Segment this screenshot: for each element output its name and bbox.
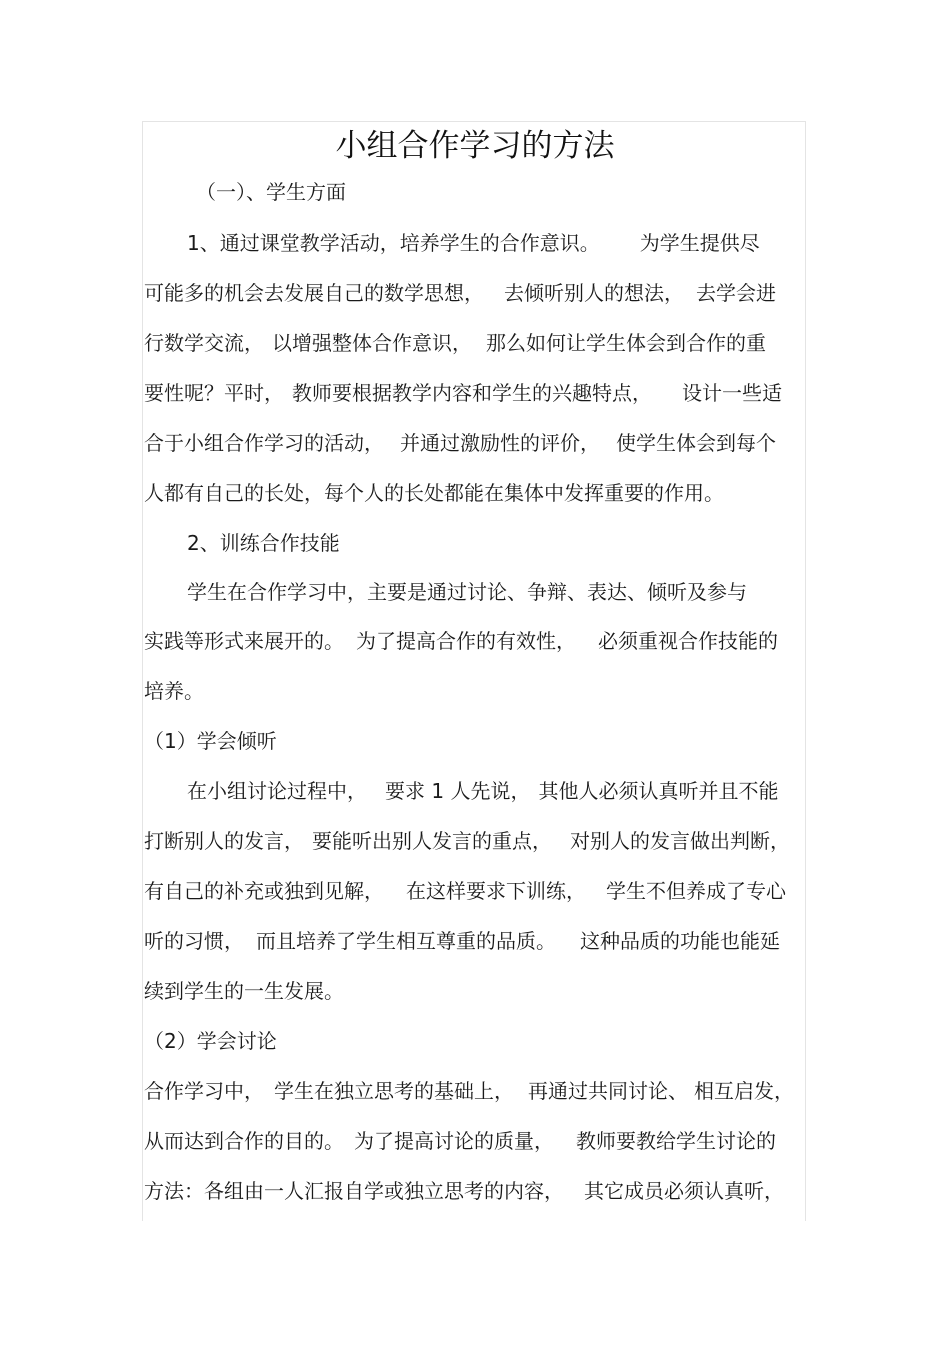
paragraph-line xyxy=(144,281,776,305)
text-segment: 教师要教给学生讨论的 xyxy=(576,1129,776,1153)
text-segment: 听的习惯， xyxy=(144,929,244,953)
text-segment: 合于小组合作学习的活动， xyxy=(144,431,384,455)
text-segment: 其他人必须认真听并且不能 xyxy=(538,779,779,803)
paragraph-line xyxy=(187,580,747,604)
text-segment: 教师要根据教学内容和学生的兴趣特点， xyxy=(292,381,652,405)
text-segment: 学生在合作学习中，主要是通过讨论、争辩、表达、倾听及参与 xyxy=(187,580,747,604)
paragraph-line xyxy=(144,979,344,1003)
paragraph-line xyxy=(144,1129,776,1153)
text-segment: 为学生提供尽 xyxy=(639,231,760,255)
text-segment: 合作学习中， xyxy=(144,1079,264,1103)
paragraph-line xyxy=(144,879,786,903)
text-segment: 去学会进 xyxy=(696,281,776,305)
text-segment: 而且培养了学生相互尊重的品质。 xyxy=(256,929,556,953)
paragraph-line xyxy=(144,1179,784,1203)
text-segment: 从而达到合作的目的。 xyxy=(144,1129,344,1153)
sub-heading: （2）学会讨论 xyxy=(144,1029,277,1053)
paragraph-line xyxy=(144,331,766,355)
sub-heading: （1）学会倾听 xyxy=(144,729,277,753)
text-segment: 有自己的补充或独到见解， xyxy=(144,879,384,903)
text-segment: 方法：各组由一人汇报自学或独立思考的内容， xyxy=(144,1179,564,1203)
text-segment: 并通过激励性的评价， xyxy=(400,431,600,455)
paragraph-line xyxy=(144,481,724,505)
text-segment: 再通过共同讨论、 xyxy=(528,1079,688,1103)
text-segment: 设计一些适 xyxy=(682,381,782,405)
paragraph-line xyxy=(144,629,778,653)
text-segment: 以增强整体合作意识， xyxy=(272,331,472,355)
text-segment: 要能听出别人发言的重点， xyxy=(312,829,552,853)
text-segment: 那么如何让学生体会到合作的重 xyxy=(486,331,766,355)
paragraph-line xyxy=(187,231,760,255)
section-heading: （一）、学生方面 xyxy=(196,180,346,204)
document-title: 小组合作学习的方法 xyxy=(335,128,615,164)
text-segment: 要性呢？平时， xyxy=(144,381,284,405)
text-segment: 这种品质的功能也能延 xyxy=(580,929,780,953)
text-segment: 其它成员必须认真听， xyxy=(584,1179,784,1203)
text-segment: 人都有自己的长处，每个人的长处都能在集体中发挥重要的作用。 xyxy=(144,481,724,505)
paragraph-line xyxy=(144,381,782,405)
text-segment: 对别人的发言做出判断， xyxy=(570,829,790,853)
text-segment: 在这样要求下训练， xyxy=(406,879,586,903)
text-segment: 培养。 xyxy=(144,679,204,703)
text-segment: 打断别人的发言， xyxy=(144,829,304,853)
paragraph-line xyxy=(144,679,204,703)
text-segment: 实践等形式来展开的。 xyxy=(144,629,344,653)
text-segment: 学生不但养成了专心 xyxy=(606,879,786,903)
text-segment: 行数学交流， xyxy=(144,331,264,355)
text-segment: 学生在独立思考的基础上， xyxy=(274,1079,514,1103)
text-segment: 续到学生的一生发展。 xyxy=(144,979,344,1003)
text-segment: 去倾听别人的想法， xyxy=(504,281,684,305)
paragraph-line xyxy=(144,1079,794,1103)
paragraph-line xyxy=(144,829,790,853)
text-segment: 要求 1 人先说， xyxy=(385,779,531,803)
text-segment: 1、通过课堂教学活动，培养学生的合作意识。 xyxy=(187,231,600,255)
paragraph-line xyxy=(144,431,776,455)
item-heading: 2、训练合作技能 xyxy=(187,531,340,555)
paragraph-line xyxy=(144,929,780,953)
text-segment: 使学生体会到每个 xyxy=(616,431,776,455)
text-segment: 在小组讨论过程中， xyxy=(187,779,367,803)
text-segment: 可能多的机会去发展自己的数学思想， xyxy=(144,281,484,305)
paragraph-line xyxy=(187,779,778,803)
text-segment: 相互启发， xyxy=(694,1079,794,1103)
text-segment: 必须重视合作技能的 xyxy=(598,629,778,653)
text-segment: 为了提高讨论的质量， xyxy=(354,1129,554,1153)
text-segment: 为了提高合作的有效性， xyxy=(356,629,576,653)
